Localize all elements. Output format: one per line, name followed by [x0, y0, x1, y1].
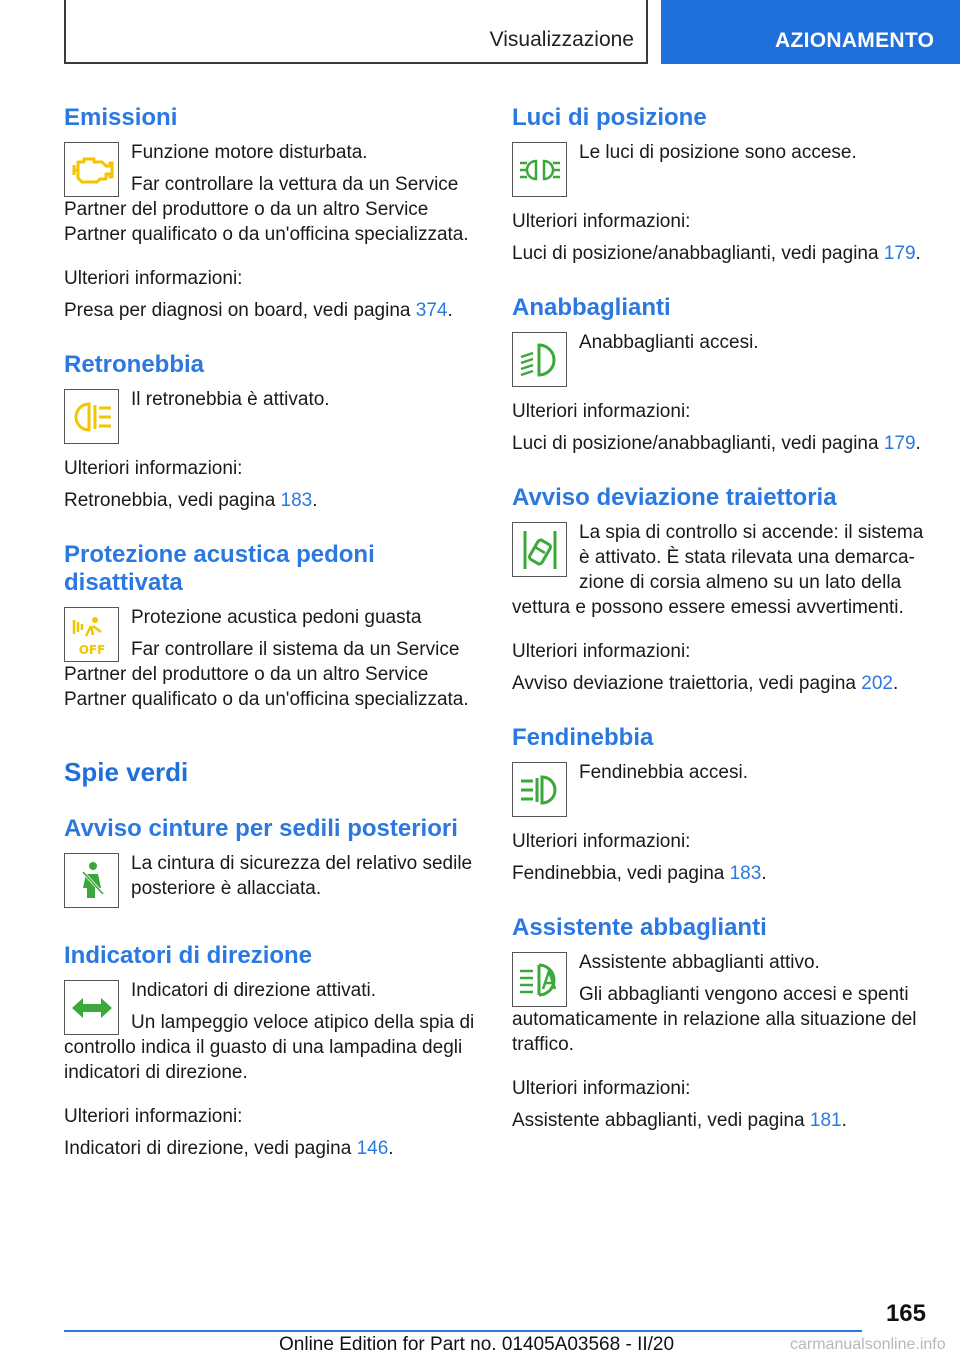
heading-emissioni: Emissioni — [64, 104, 178, 131]
page-link-179[interactable]: 179 — [883, 433, 916, 454]
turn-signal-arrows-icon — [64, 980, 119, 1035]
watermark-text: carmanualsonline.info — [790, 1336, 946, 1353]
heading-indicatori: Indicatori di direzione — [64, 942, 313, 969]
reference-deviazione: Avviso deviazione traiettoria, vedi pagina 202. — [512, 673, 899, 694]
heading-retronebbia: Retronebbia — [64, 351, 205, 378]
text-indicatori-1: Indicatori di direzione attivati. — [131, 980, 377, 1001]
header-section-title: Visualizzazione — [489, 28, 634, 51]
pedestrian-sound-off-icon — [64, 607, 119, 662]
page-link-202[interactable]: 202 — [861, 673, 893, 694]
right-column — [512, 100, 924, 1140]
heading-anabbaglianti: Anabbaglianti — [512, 294, 671, 321]
heading-cinture: Avviso cinture per sedili posteriori — [64, 815, 458, 842]
entry-cinture — [64, 851, 476, 908]
page-link-181[interactable]: 181 — [809, 1110, 842, 1131]
high-beam-assistant-icon — [512, 952, 567, 1007]
reference-fendinebbia: Fendinebbia, vedi pagina 183. — [512, 863, 767, 884]
header-chapter-tab[interactable] — [661, 0, 960, 64]
entry-deviazione — [512, 520, 924, 627]
more-info-label: Ulteriori informazioni: — [512, 641, 691, 662]
reference-indicatori: Indicatori di direzione, vedi pagina 146. — [64, 1138, 394, 1159]
entry-assistente — [512, 950, 924, 1064]
more-info-label: Ulteriori informazioni: — [512, 831, 691, 852]
seatbelt-icon — [64, 853, 119, 908]
heading-luci-posizione: Luci di posizione — [512, 104, 707, 131]
edition-info: Online Edition for Part no. 01405A03568 - II/20 — [279, 1334, 675, 1355]
text-cinture: La cintura di sicurezza del relativo sedile posteriore è allacciata. — [131, 853, 473, 899]
page-link-146[interactable]: 146 — [356, 1138, 389, 1159]
page-link-183[interactable]: 183 — [729, 863, 762, 884]
lane-departure-icon — [512, 522, 567, 577]
entry-fendinebbia — [512, 760, 924, 817]
page-link-183[interactable]: 183 — [280, 490, 313, 511]
heading-fendinebbia: Fendinebbia — [512, 724, 654, 751]
page-link-374[interactable]: 374 — [415, 300, 448, 321]
page-number: 165 — [885, 1300, 926, 1327]
heading-assistente: Assistente abbaglianti — [512, 914, 767, 941]
text-indicatori-2: Un lampeggio veloce atipico della spia di controllo indica il guasto di una lampadina degli indicatori di direzione. — [64, 1012, 475, 1083]
footer-divider — [64, 1330, 862, 1332]
more-info-label: Ulteriori informazioni: — [64, 1106, 243, 1127]
text-protezione-2: Far controllare il sistema da un Service Partner del produttore o da un altro Service Partner qualificato o da un'officina specializzata. — [64, 639, 469, 710]
left-column — [64, 100, 476, 1168]
more-info-label: Ulteriori informazioni: — [512, 211, 691, 232]
more-info-label: Ulteriori informazioni: — [512, 1078, 691, 1099]
reference-luci-posizione: Luci di posizione/anabbaglianti, vedi pagina 179. — [512, 243, 921, 264]
reference-retronebbia: Retronebbia, vedi pagina 183. — [64, 490, 318, 511]
text-anabbaglianti: Anabbaglianti accesi. — [579, 332, 759, 353]
text-fendinebbia: Fendinebbia accesi. — [579, 762, 748, 783]
heading-protezione-pedoni: Protezione acustica pedoni disattivata — [64, 541, 375, 596]
entry-retronebbia — [64, 387, 476, 444]
more-info-label: Ulteriori informazioni: — [512, 401, 691, 422]
text-assistente-2: Gli abbaglianti vengono accesi e spenti automaticamente in relazione alla situazione del traffico. — [512, 984, 917, 1055]
entry-emissioni — [64, 140, 476, 254]
entry-indicatori — [64, 978, 476, 1092]
entry-anabbaglianti — [512, 330, 924, 387]
front-fog-light-icon — [512, 762, 567, 817]
text-assistente-1: Assistente abbaglianti attivo. — [579, 952, 820, 973]
text-emissioni-2: Far controllare la vettura da un Service Partner del produttore o da un altro Service Partner qualificato o da un'officina specializzata. — [64, 174, 469, 245]
reference-emissioni: Presa per diagnosi on board, vedi pagina 374. — [64, 300, 453, 321]
entry-luci-posizione — [512, 140, 924, 197]
icon-off-label: OFF — [78, 642, 105, 657]
text-luci-posizione: Le luci di posizione sono accese. — [579, 142, 857, 163]
reference-assistente: Assistente abbaglianti, vedi pagina 181. — [512, 1110, 847, 1131]
more-info-label: Ulteriori informazioni: — [64, 458, 243, 479]
text-deviazione: La spia di controllo si accende: il sistema è attivato. È stata rilevata una demarcazione di corsia almeno su un lato della vettura e possono essere emessi avvertimenti. — [512, 522, 924, 618]
engine-warning-icon — [64, 142, 119, 197]
reference-anabbaglianti: Luci di posizione/anabbaglianti, vedi pagina 179. — [512, 433, 921, 454]
header-section-box — [64, 0, 648, 64]
more-info-label: Ulteriori informazioni: — [64, 268, 243, 289]
low-beam-icon — [512, 332, 567, 387]
text-emissioni-1: Funzione motore disturbata. — [131, 142, 368, 163]
rear-fog-light-icon — [64, 389, 119, 444]
entry-protezione-pedoni — [64, 605, 476, 719]
header-chapter-title: AZIONAMENTO — [775, 29, 935, 52]
text-protezione-1: Protezione acustica pedoni guasta — [131, 607, 422, 628]
heading-spie-verdi: Spie verdi — [64, 757, 189, 787]
text-retronebbia: Il retronebbia è attivato. — [131, 389, 330, 410]
page-link-179[interactable]: 179 — [883, 243, 916, 264]
parking-lights-icon — [512, 142, 567, 197]
heading-deviazione: Avviso deviazione traiettoria — [512, 484, 837, 511]
